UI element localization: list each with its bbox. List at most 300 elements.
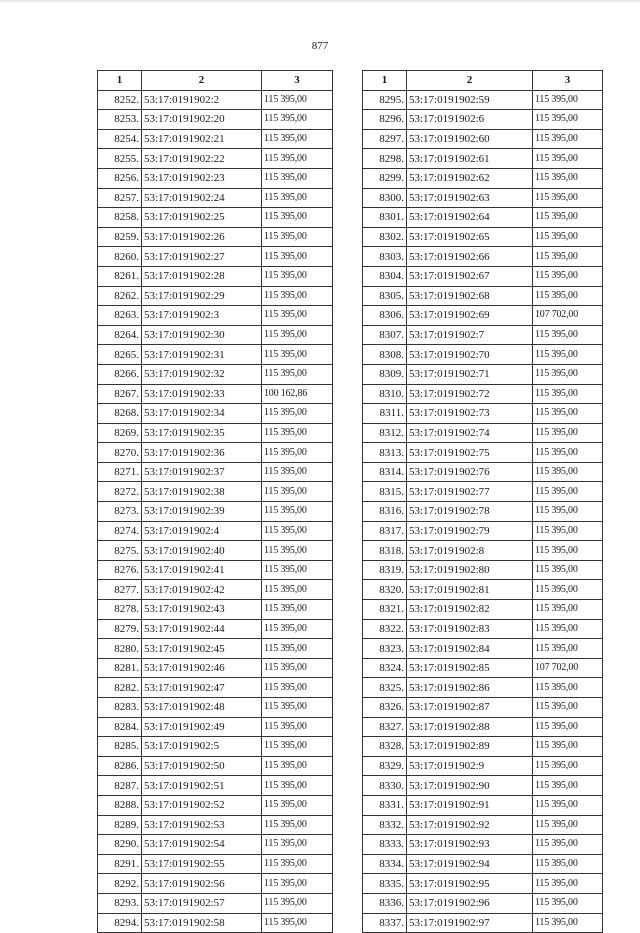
table-row: [363, 521, 603, 541]
row-number: 8263.: [98, 306, 142, 326]
cadastral-value: 115 395,00: [262, 345, 333, 365]
cadastral-value: 115 395,00: [533, 404, 603, 424]
table-row: [98, 854, 333, 874]
row-number: 8292.: [98, 874, 142, 894]
cadastral-value: 115 395,00: [262, 619, 333, 639]
cadastral-number: 53:17:0191902:4: [142, 521, 262, 541]
cadastral-value: 115 395,00: [533, 384, 603, 404]
cadastral-number: 53:17:0191902:9: [407, 756, 533, 776]
table-header-row: [363, 71, 603, 91]
row-number: 8314.: [363, 462, 407, 482]
row-number: 8313.: [363, 443, 407, 463]
cadastral-number: 53:17:0191902:91: [407, 795, 533, 815]
cadastral-number: 53:17:0191902:22: [142, 149, 262, 169]
table-row: [363, 247, 603, 267]
cadastral-value: 115 395,00: [262, 795, 333, 815]
cadastral-number: 53:17:0191902:50: [142, 756, 262, 776]
cadastral-number: 53:17:0191902:38: [142, 482, 262, 502]
table-row: [98, 698, 333, 718]
row-number: 8257.: [98, 188, 142, 208]
table-row: [98, 541, 333, 561]
cadastral-value: 115 395,00: [262, 227, 333, 247]
row-number: 8271.: [98, 462, 142, 482]
table-row: [363, 188, 603, 208]
cadastral-value: 115 395,00: [262, 364, 333, 384]
cadastral-value: 115 395,00: [262, 521, 333, 541]
cadastral-value: 115 395,00: [533, 913, 603, 933]
row-number: 8336.: [363, 893, 407, 913]
row-number: 8319.: [363, 560, 407, 580]
cadastral-number: 53:17:0191902:86: [407, 678, 533, 698]
cadastral-number: 53:17:0191902:66: [407, 247, 533, 267]
row-number: 8301.: [363, 208, 407, 228]
row-number: 8266.: [98, 364, 142, 384]
cadastral-value: 115 395,00: [533, 129, 603, 149]
cadastral-number: 53:17:0191902:3: [142, 306, 262, 326]
table-row: [98, 874, 333, 894]
row-number: 8254.: [98, 129, 142, 149]
table-row: [98, 658, 333, 678]
cadastral-value: 115 395,00: [533, 247, 603, 267]
table-row: [363, 149, 603, 169]
cadastral-number: 53:17:0191902:82: [407, 600, 533, 620]
cadastral-value: 115 395,00: [533, 110, 603, 130]
row-number: 8276.: [98, 560, 142, 580]
cadastral-number: 53:17:0191902:81: [407, 580, 533, 600]
cadastral-value: 115 395,00: [262, 502, 333, 522]
cadastral-number: 53:17:0191902:89: [407, 737, 533, 757]
cadastral-number: 53:17:0191902:83: [407, 619, 533, 639]
row-number: 8293.: [98, 893, 142, 913]
table-row: [363, 129, 603, 149]
cadastral-value: 115 395,00: [533, 423, 603, 443]
right-register-table: [362, 70, 603, 933]
page-number: 877: [311, 40, 329, 52]
table-row: [363, 756, 603, 776]
table-row: [98, 110, 333, 130]
cadastral-value: 115 395,00: [262, 580, 333, 600]
row-number: 8327.: [363, 717, 407, 737]
cadastral-number: 53:17:0191902:30: [142, 325, 262, 345]
table-row: [363, 306, 603, 326]
cadastral-number: 53:17:0191902:52: [142, 795, 262, 815]
table-row: [98, 404, 333, 424]
cadastral-value: 115 395,00: [533, 835, 603, 855]
row-number: 8280.: [98, 639, 142, 659]
row-number: 8326.: [363, 698, 407, 718]
row-number: 8272.: [98, 482, 142, 502]
table-row: [363, 658, 603, 678]
row-number: 8296.: [363, 110, 407, 130]
cadastral-number: 53:17:0191902:40: [142, 541, 262, 561]
table-row: [98, 247, 333, 267]
row-number: 8295.: [363, 90, 407, 110]
table-header-row: [98, 71, 333, 91]
table-row: [98, 168, 333, 188]
cadastral-value: 115 395,00: [262, 678, 333, 698]
row-number: 8329.: [363, 756, 407, 776]
table-row: [363, 874, 603, 894]
cadastral-number: 53:17:0191902:20: [142, 110, 262, 130]
cadastral-number: 53:17:0191902:35: [142, 423, 262, 443]
row-number: 8300.: [363, 188, 407, 208]
table-row: [363, 110, 603, 130]
cadastral-value: 115 395,00: [262, 658, 333, 678]
row-number: 8255.: [98, 149, 142, 169]
cadastral-number: 53:17:0191902:68: [407, 286, 533, 306]
cadastral-value: 115 395,00: [262, 286, 333, 306]
cadastral-value: 115 395,00: [533, 619, 603, 639]
table-row: [98, 678, 333, 698]
table-row: [98, 717, 333, 737]
cadastral-value: 115 395,00: [533, 227, 603, 247]
table-row: [363, 502, 603, 522]
cadastral-value: 115 395,00: [533, 541, 603, 561]
row-number: 8261.: [98, 266, 142, 286]
cadastral-value: 115 395,00: [262, 404, 333, 424]
cadastral-value: 115 395,00: [533, 874, 603, 894]
row-number: 8265.: [98, 345, 142, 365]
row-number: 8269.: [98, 423, 142, 443]
cadastral-number: 53:17:0191902:62: [407, 168, 533, 188]
row-number: 8304.: [363, 266, 407, 286]
column-header: 1: [363, 71, 407, 91]
row-number: 8291.: [98, 854, 142, 874]
cadastral-number: 53:17:0191902:63: [407, 188, 533, 208]
row-number: 8264.: [98, 325, 142, 345]
cadastral-number: 53:17:0191902:25: [142, 208, 262, 228]
cadastral-number: 53:17:0191902:85: [407, 658, 533, 678]
table-row: [98, 639, 333, 659]
row-number: 8322.: [363, 619, 407, 639]
row-number: 8274.: [98, 521, 142, 541]
table-row: [98, 384, 333, 404]
row-number: 8320.: [363, 580, 407, 600]
row-number: 8277.: [98, 580, 142, 600]
cadastral-value: 115 395,00: [533, 795, 603, 815]
cadastral-number: 53:17:0191902:97: [407, 913, 533, 933]
column-header: 3: [533, 71, 603, 91]
table-row: [98, 129, 333, 149]
table-row: [363, 423, 603, 443]
cadastral-value: 115 395,00: [262, 717, 333, 737]
cadastral-value: 115 395,00: [533, 90, 603, 110]
table-row: [363, 443, 603, 463]
cadastral-value: 115 395,00: [533, 678, 603, 698]
table-row: [98, 188, 333, 208]
table-row: [98, 737, 333, 757]
cadastral-number: 53:17:0191902:76: [407, 462, 533, 482]
row-number: 8279.: [98, 619, 142, 639]
table-row: [363, 541, 603, 561]
cadastral-value: 115 395,00: [533, 325, 603, 345]
table-row: [363, 815, 603, 835]
table-row: [98, 443, 333, 463]
table-row: [98, 462, 333, 482]
table-row: [98, 835, 333, 855]
cadastral-number: 53:17:0191902:37: [142, 462, 262, 482]
table-row: [363, 795, 603, 815]
cadastral-value: 115 395,00: [262, 913, 333, 933]
row-number: 8310.: [363, 384, 407, 404]
cadastral-number: 53:17:0191902:95: [407, 874, 533, 894]
table-row: [363, 913, 603, 933]
cadastral-number: 53:17:0191902:72: [407, 384, 533, 404]
cadastral-value: 115 395,00: [262, 815, 333, 835]
cadastral-value: 115 395,00: [533, 737, 603, 757]
cadastral-value: 115 395,00: [533, 560, 603, 580]
row-number: 8331.: [363, 795, 407, 815]
cadastral-value: 115 395,00: [533, 188, 603, 208]
cadastral-number: 53:17:0191902:65: [407, 227, 533, 247]
row-number: 8321.: [363, 600, 407, 620]
row-number: 8312.: [363, 423, 407, 443]
table-row: [98, 893, 333, 913]
cadastral-number: 53:17:0191902:75: [407, 443, 533, 463]
cadastral-value: 115 395,00: [533, 266, 603, 286]
cadastral-value: 115 395,00: [262, 129, 333, 149]
table-row: [363, 90, 603, 110]
row-number: 8252.: [98, 90, 142, 110]
table-row: [98, 286, 333, 306]
row-number: 8308.: [363, 345, 407, 365]
cadastral-number: 53:17:0191902:49: [142, 717, 262, 737]
cadastral-number: 53:17:0191902:70: [407, 345, 533, 365]
cadastral-value: 115 395,00: [262, 560, 333, 580]
cadastral-value: 115 395,00: [262, 208, 333, 228]
row-number: 8323.: [363, 639, 407, 659]
table-row: [363, 776, 603, 796]
row-number: 8286.: [98, 756, 142, 776]
cadastral-value: 115 395,00: [533, 580, 603, 600]
table-row: [363, 893, 603, 913]
row-number: 8290.: [98, 835, 142, 855]
cadastral-number: 53:17:0191902:71: [407, 364, 533, 384]
table-row: [98, 90, 333, 110]
table-row: [98, 815, 333, 835]
cadastral-value: 107 702,00: [533, 306, 603, 326]
cadastral-value: 115 395,00: [533, 639, 603, 659]
row-number: 8253.: [98, 110, 142, 130]
cadastral-number: 53:17:0191902:92: [407, 815, 533, 835]
row-number: 8332.: [363, 815, 407, 835]
table-row: [363, 600, 603, 620]
cadastral-value: 115 395,00: [262, 541, 333, 561]
cadastral-value: 115 395,00: [533, 600, 603, 620]
cadastral-number: 53:17:0191902:61: [407, 149, 533, 169]
cadastral-number: 53:17:0191902:80: [407, 560, 533, 580]
cadastral-number: 53:17:0191902:34: [142, 404, 262, 424]
cadastral-number: 53:17:0191902:27: [142, 247, 262, 267]
cadastral-value: 115 395,00: [262, 756, 333, 776]
cadastral-value: 115 395,00: [533, 443, 603, 463]
row-number: 8268.: [98, 404, 142, 424]
row-number: 8302.: [363, 227, 407, 247]
cadastral-number: 53:17:0191902:54: [142, 835, 262, 855]
cadastral-value: 115 395,00: [262, 168, 333, 188]
row-number: 8270.: [98, 443, 142, 463]
table-row: [363, 266, 603, 286]
row-number: 8334.: [363, 854, 407, 874]
row-number: 8289.: [98, 815, 142, 835]
cadastral-number: 53:17:0191902:77: [407, 482, 533, 502]
cadastral-number: 53:17:0191902:5: [142, 737, 262, 757]
table-row: [98, 795, 333, 815]
cadastral-number: 53:17:0191902:78: [407, 502, 533, 522]
cadastral-value: 115 395,00: [533, 756, 603, 776]
table-row: [98, 364, 333, 384]
cadastral-value: 115 395,00: [262, 325, 333, 345]
cadastral-value: 115 395,00: [533, 286, 603, 306]
row-number: 8318.: [363, 541, 407, 561]
cadastral-number: 53:17:0191902:43: [142, 600, 262, 620]
table-row: [363, 835, 603, 855]
cadastral-number: 53:17:0191902:60: [407, 129, 533, 149]
table-row: [363, 737, 603, 757]
left-register-table: [97, 70, 333, 933]
cadastral-value: 115 395,00: [262, 423, 333, 443]
table-row: [363, 168, 603, 188]
cadastral-value: 115 395,00: [262, 188, 333, 208]
cadastral-value: 115 395,00: [262, 462, 333, 482]
table-row: [363, 854, 603, 874]
table-row: [98, 266, 333, 286]
row-number: 8297.: [363, 129, 407, 149]
table-row: [363, 580, 603, 600]
table-row: [363, 227, 603, 247]
cadastral-value: 115 395,00: [262, 893, 333, 913]
table-row: [363, 286, 603, 306]
cadastral-value: 115 395,00: [533, 815, 603, 835]
row-number: 8282.: [98, 678, 142, 698]
column-header: 3: [262, 71, 333, 91]
row-number: 8311.: [363, 404, 407, 424]
row-number: 8287.: [98, 776, 142, 796]
cadastral-value: 115 395,00: [262, 874, 333, 894]
column-header: 1: [98, 71, 142, 91]
cadastral-number: 53:17:0191902:87: [407, 698, 533, 718]
row-number: 8316.: [363, 502, 407, 522]
cadastral-value: 115 395,00: [262, 149, 333, 169]
table-row: [98, 502, 333, 522]
table-row: [98, 776, 333, 796]
cadastral-number: 53:17:0191902:94: [407, 854, 533, 874]
cadastral-value: 115 395,00: [262, 247, 333, 267]
cadastral-value: 115 395,00: [262, 737, 333, 757]
cadastral-number: 53:17:0191902:69: [407, 306, 533, 326]
table-row: [98, 306, 333, 326]
row-number: 8278.: [98, 600, 142, 620]
table-row: [363, 462, 603, 482]
cadastral-number: 53:17:0191902:45: [142, 639, 262, 659]
cadastral-value: 115 395,00: [262, 776, 333, 796]
table-row: [98, 619, 333, 639]
cadastral-number: 53:17:0191902:36: [142, 443, 262, 463]
cadastral-number: 53:17:0191902:31: [142, 345, 262, 365]
table-row: [363, 619, 603, 639]
cadastral-value: 115 395,00: [533, 717, 603, 737]
cadastral-value: 115 395,00: [262, 698, 333, 718]
cadastral-value: 115 395,00: [262, 443, 333, 463]
row-number: 8303.: [363, 247, 407, 267]
cadastral-number: 53:17:0191902:8: [407, 541, 533, 561]
cadastral-number: 53:17:0191902:51: [142, 776, 262, 796]
row-number: 8288.: [98, 795, 142, 815]
cadastral-value: 115 395,00: [533, 482, 603, 502]
table-row: [363, 364, 603, 384]
table-row: [98, 423, 333, 443]
cadastral-value: 115 395,00: [533, 364, 603, 384]
table-row: [98, 345, 333, 365]
cadastral-number: 53:17:0191902:84: [407, 639, 533, 659]
cadastral-number: 53:17:0191902:55: [142, 854, 262, 874]
cadastral-number: 53:17:0191902:64: [407, 208, 533, 228]
cadastral-number: 53:17:0191902:26: [142, 227, 262, 247]
table-row: [98, 521, 333, 541]
cadastral-number: 53:17:0191902:88: [407, 717, 533, 737]
cadastral-value: 115 395,00: [262, 482, 333, 502]
table-row: [98, 149, 333, 169]
cadastral-number: 53:17:0191902:93: [407, 835, 533, 855]
cadastral-number: 53:17:0191902:58: [142, 913, 262, 933]
cadastral-number: 53:17:0191902:32: [142, 364, 262, 384]
row-number: 8284.: [98, 717, 142, 737]
row-number: 8324.: [363, 658, 407, 678]
cadastral-value: 115 395,00: [262, 854, 333, 874]
row-number: 8309.: [363, 364, 407, 384]
cadastral-number: 53:17:0191902:74: [407, 423, 533, 443]
row-number: 8315.: [363, 482, 407, 502]
table-row: [363, 345, 603, 365]
cadastral-number: 53:17:0191902:67: [407, 266, 533, 286]
cadastral-value: 115 395,00: [262, 835, 333, 855]
cadastral-value: 107 702,00: [533, 658, 603, 678]
cadastral-number: 53:17:0191902:48: [142, 698, 262, 718]
table-row: [98, 227, 333, 247]
column-header: 2: [407, 71, 533, 91]
cadastral-value: 115 395,00: [262, 600, 333, 620]
table-row: [98, 208, 333, 228]
cadastral-number: 53:17:0191902:47: [142, 678, 262, 698]
cadastral-value: 115 395,00: [533, 208, 603, 228]
cadastral-value: 115 395,00: [533, 462, 603, 482]
cadastral-number: 53:17:0191902:21: [142, 129, 262, 149]
table-row: [363, 717, 603, 737]
table-row: [363, 208, 603, 228]
cadastral-value: 115 395,00: [533, 502, 603, 522]
row-number: 8267.: [98, 384, 142, 404]
cadastral-number: 53:17:0191902:28: [142, 266, 262, 286]
table-row: [98, 560, 333, 580]
cadastral-number: 53:17:0191902:56: [142, 874, 262, 894]
cadastral-number: 53:17:0191902:46: [142, 658, 262, 678]
cadastral-number: 53:17:0191902:33: [142, 384, 262, 404]
table-row: [363, 560, 603, 580]
cadastral-value: 115 395,00: [533, 698, 603, 718]
row-number: 8325.: [363, 678, 407, 698]
cadastral-number: 53:17:0191902:6: [407, 110, 533, 130]
cadastral-number: 53:17:0191902:96: [407, 893, 533, 913]
row-number: 8305.: [363, 286, 407, 306]
row-number: 8330.: [363, 776, 407, 796]
row-number: 8256.: [98, 168, 142, 188]
cadastral-value: 115 395,00: [533, 854, 603, 874]
row-number: 8258.: [98, 208, 142, 228]
row-number: 8285.: [98, 737, 142, 757]
table-row: [363, 384, 603, 404]
cadastral-number: 53:17:0191902:7: [407, 325, 533, 345]
cadastral-number: 53:17:0191902:42: [142, 580, 262, 600]
